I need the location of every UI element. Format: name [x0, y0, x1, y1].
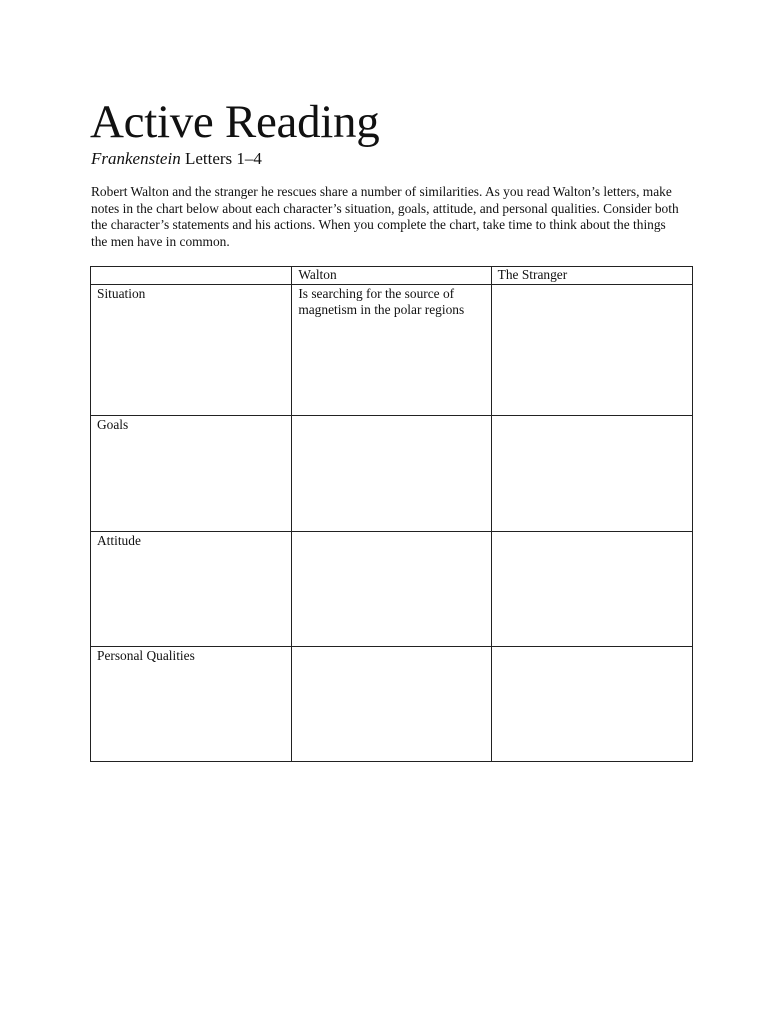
- book-title: Frankenstein: [91, 149, 181, 168]
- row-label-goals: Goals: [91, 415, 292, 531]
- goals-stranger-cell[interactable]: [491, 415, 692, 531]
- instructions-paragraph: Robert Walton and the stranger he rescues share a number of similarities. As you read Walton’s letters, make notes in the chart below about each character’s situation, goals, attitude, and personal qualities. Consider both the character’s statements and his actions. When you complete the chart, take time to think about the things the men have in common.: [91, 184, 679, 249]
- table-row: [91, 531, 693, 646]
- row-label-situation: Situation: [91, 284, 292, 415]
- situation-walton-cell[interactable]: Is searching for the source of magnetism in the polar regions: [292, 284, 491, 415]
- personal-qualities-stranger-cell[interactable]: [491, 646, 692, 761]
- table-row: [91, 284, 693, 415]
- situation-stranger-cell[interactable]: [491, 284, 692, 415]
- personal-qualities-walton-cell[interactable]: [292, 646, 491, 761]
- row-label-personal-qualities: Personal Qualities: [91, 646, 292, 761]
- table-row: [91, 646, 693, 761]
- header-walton: Walton: [292, 267, 491, 285]
- table-row: [91, 415, 693, 531]
- letters-range: Letters 1–4: [180, 149, 262, 168]
- goals-walton-cell[interactable]: [292, 415, 491, 531]
- page-title: Active Reading: [90, 96, 380, 148]
- attitude-walton-cell[interactable]: [292, 531, 491, 646]
- chart-header-row: [91, 267, 693, 285]
- comparison-chart: [90, 266, 693, 762]
- header-stranger: The Stranger: [491, 267, 692, 285]
- page-subtitle: [91, 149, 262, 169]
- row-label-attitude: Attitude: [91, 531, 292, 646]
- header-empty-cell: [91, 267, 292, 285]
- attitude-stranger-cell[interactable]: [491, 531, 692, 646]
